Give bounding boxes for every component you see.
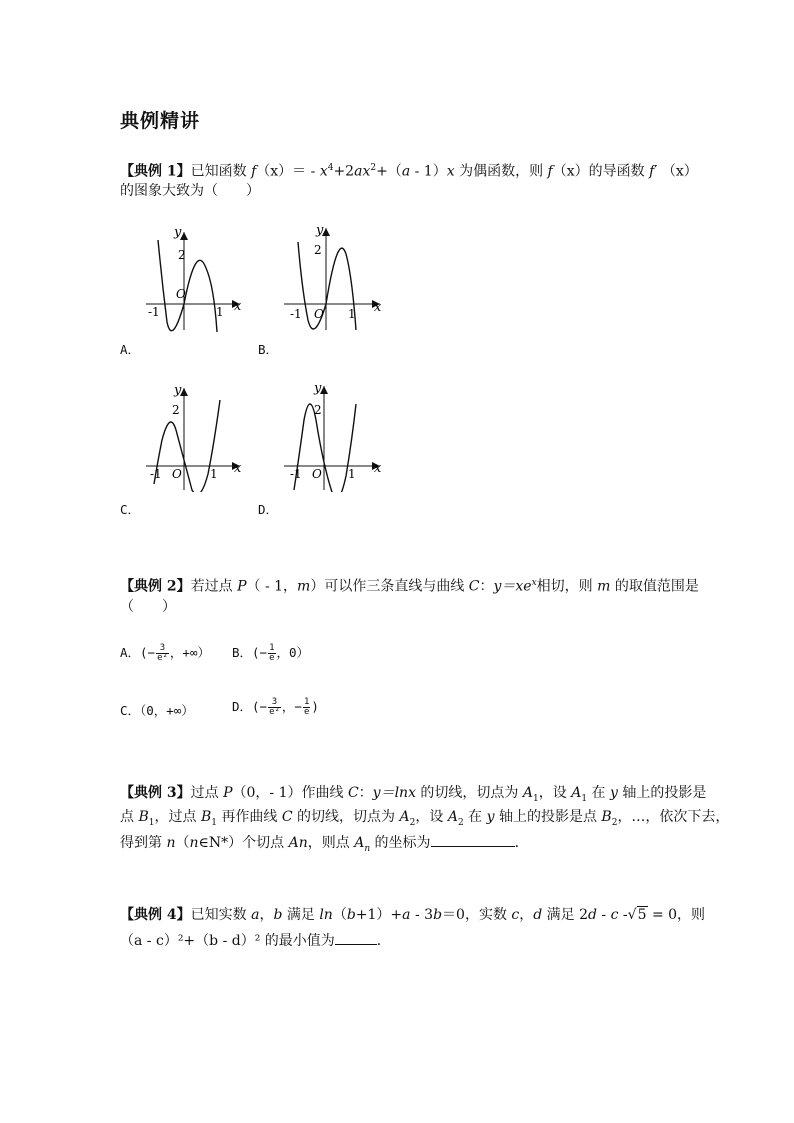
text: 满足 [282, 907, 320, 923]
text: 2 [611, 817, 618, 828]
text: ′ （x） [654, 163, 698, 180]
origin-label: O [172, 467, 182, 481]
example1-line1 [120, 159, 698, 181]
text: ∈N*）个切点 [198, 835, 289, 851]
text: P [223, 785, 233, 801]
text: 得到第 [120, 835, 167, 851]
curve [158, 240, 217, 332]
text: P [237, 578, 247, 595]
y-label: y [174, 225, 182, 240]
x-label: x [234, 461, 242, 476]
text: C [281, 809, 293, 825]
text: ) [311, 699, 319, 714]
y-label: y [174, 383, 182, 398]
curve [294, 404, 356, 492]
text: B [138, 809, 149, 825]
section-heading: 典例精讲 [120, 110, 201, 132]
text: （ [332, 907, 347, 923]
text: ax [354, 163, 371, 180]
tick-1: 1 [210, 467, 218, 481]
text: A [399, 809, 410, 825]
text: d [533, 907, 543, 923]
text: x [319, 163, 328, 180]
text: x [446, 163, 455, 180]
text: x [531, 578, 537, 588]
text: b [346, 907, 356, 923]
text: ln [319, 907, 333, 923]
text: （x） [256, 163, 293, 180]
text: y＝xe [493, 578, 532, 595]
text: f [649, 163, 655, 180]
text: B．(− [232, 645, 268, 660]
text: ． [514, 835, 529, 851]
tick-1: 1 [348, 467, 356, 481]
text: 过点 [190, 785, 224, 801]
text: n [166, 835, 176, 851]
text: +2 [333, 163, 355, 180]
text: ，设 [538, 785, 572, 801]
text: - 3 [410, 907, 434, 923]
example4-tag: 【典例 4】 [120, 907, 191, 923]
text: （ [175, 835, 190, 851]
example2-option-d[interactable] [232, 697, 319, 717]
option-a-label[interactable]: A． [120, 342, 141, 357]
text: 的切线，切点为 [415, 785, 523, 801]
text: b [433, 907, 443, 923]
text: 若过点 [190, 578, 238, 595]
tick-neg1: -1 [150, 467, 162, 481]
fraction [268, 644, 275, 663]
text: ，− [281, 699, 302, 714]
option-c-label[interactable]: C． [120, 502, 141, 517]
text: ： [358, 785, 373, 801]
text: 满足 2 [542, 907, 589, 923]
y-label: y [316, 223, 324, 238]
text: ． [376, 933, 391, 949]
tick-2: 2 [314, 243, 322, 257]
example2-option-c[interactable]: C．（0，+∞） [120, 703, 194, 718]
answer-blank[interactable] [431, 832, 515, 847]
text: b [273, 907, 283, 923]
origin-label: O [312, 467, 322, 481]
example4-line2 [120, 930, 391, 950]
text: A．(− [120, 645, 156, 660]
text: 的切线，切点为 [292, 809, 400, 825]
sqrt: √5 [627, 907, 647, 923]
text: n [364, 843, 371, 854]
text: y＝lnx [372, 785, 416, 801]
text: 2 [370, 163, 377, 173]
example2-option-b[interactable] [232, 643, 309, 663]
text: 2 [409, 817, 416, 828]
text: （a - c）²+（b - d）² 的最小值为 [120, 933, 335, 949]
text: 轴上的投影是点 [494, 809, 602, 825]
option-d-label[interactable]: D． [258, 502, 279, 517]
text: - 1） [410, 163, 447, 180]
text: （x） [552, 163, 589, 180]
text: 点 [120, 809, 139, 825]
tick-2: 2 [178, 248, 186, 262]
graph-b [278, 220, 388, 332]
example3-line2 [120, 808, 729, 832]
text: c [610, 907, 619, 923]
example1-line2: 的图象大致为（ ） [120, 183, 260, 199]
text: ，过点 [154, 809, 201, 825]
text: ＝ - [292, 163, 320, 180]
text: B [200, 809, 212, 825]
example2-line1 [120, 574, 699, 596]
text: = 0，则 [647, 907, 706, 923]
tick-neg1: -1 [290, 307, 302, 321]
text: 1 [303, 697, 310, 707]
text: c [511, 907, 520, 923]
text: 3 [268, 698, 281, 708]
text: A [354, 835, 365, 851]
text: e² [269, 707, 280, 717]
text: 4 [327, 163, 334, 173]
text: f [547, 163, 553, 180]
text: ，则点 [307, 835, 355, 851]
text: a [401, 163, 411, 180]
text: 在 [587, 785, 610, 801]
text: C [468, 578, 480, 595]
text: a [402, 907, 411, 923]
text: 相切，则 [536, 578, 598, 595]
text: 再作曲线 [216, 809, 282, 825]
text: ，+∞） [169, 645, 210, 660]
text: e [303, 707, 310, 717]
text: m [297, 578, 311, 595]
text: 的坐标为 [370, 835, 431, 851]
example3-line3 [120, 832, 529, 858]
text: A [447, 809, 458, 825]
text: D．(− [232, 699, 268, 714]
text: 为偶函数，则 [454, 163, 548, 180]
option-b-label[interactable]: B． [258, 342, 279, 357]
text: A [571, 785, 582, 801]
x-label: x [374, 300, 382, 315]
text: f [251, 163, 257, 180]
text: - [596, 907, 611, 923]
text: +1）+ [355, 907, 403, 923]
example4-line1 [120, 906, 705, 924]
text: - [618, 907, 628, 923]
text: 的导函数 [588, 163, 650, 180]
fraction [156, 644, 169, 663]
text: d [588, 907, 597, 923]
example2-line2: （ ） [120, 599, 176, 615]
text: ，…，依次下去， [617, 809, 730, 825]
text: C [347, 785, 359, 801]
text: ， [519, 907, 534, 923]
example3-tag: 【典例 3】 [120, 785, 191, 801]
text: 已知实数 [190, 907, 252, 923]
text: 1 [211, 817, 217, 828]
text: 1 [533, 793, 539, 804]
tick-1: 1 [348, 307, 356, 321]
text: +（ [376, 163, 402, 180]
text: （ - 1， [246, 578, 298, 595]
example2-tag: 【典例 2】 [120, 578, 191, 595]
text: 轴上的投影是 [617, 785, 707, 801]
x-label: x [234, 299, 242, 314]
text: y [609, 785, 618, 801]
tick-2: 2 [172, 403, 180, 417]
tick-neg1: -1 [290, 467, 302, 481]
text: 3 [156, 644, 169, 654]
graph-d [278, 380, 388, 492]
text: ）可以作三条直线与曲线 [310, 578, 469, 595]
fraction [303, 698, 310, 717]
text: 1 [148, 817, 155, 828]
text: e² [157, 653, 168, 663]
tick-neg1: -1 [148, 305, 160, 319]
origin-label: O [314, 307, 324, 321]
text: 已知函数 [190, 163, 252, 180]
text: ： [479, 578, 494, 595]
text: 的取值范围是 [610, 578, 699, 595]
fraction [268, 698, 281, 717]
text: y [486, 809, 495, 825]
example1-tag: 【典例 1】 [120, 163, 191, 180]
text: 2 [457, 817, 464, 828]
text: ，设 [415, 809, 448, 825]
text: An [288, 835, 308, 851]
text: 1 [269, 643, 275, 653]
text: （0，- 1）作曲线 [232, 785, 348, 801]
text: e [269, 653, 275, 663]
y-label: y [314, 381, 322, 396]
text: 1 [581, 793, 588, 804]
x-label: x [374, 461, 382, 476]
example2-option-a[interactable] [120, 643, 210, 663]
text: 5 [637, 907, 647, 923]
graph-a [140, 222, 250, 332]
example3-line1 [120, 784, 706, 808]
text: m [597, 578, 611, 595]
tick-1: 1 [216, 305, 224, 319]
text: 在 [463, 809, 487, 825]
text: n [189, 835, 199, 851]
text: ， [259, 907, 274, 923]
text: ，0） [276, 645, 310, 660]
text: a [251, 907, 260, 923]
answer-blank[interactable] [335, 930, 377, 945]
text: B [601, 809, 612, 825]
text: ＝0，实数 [442, 907, 512, 923]
text: A [522, 785, 534, 801]
tick-2: 2 [314, 403, 322, 417]
graph-c [140, 380, 250, 492]
origin-label: O [176, 287, 186, 301]
